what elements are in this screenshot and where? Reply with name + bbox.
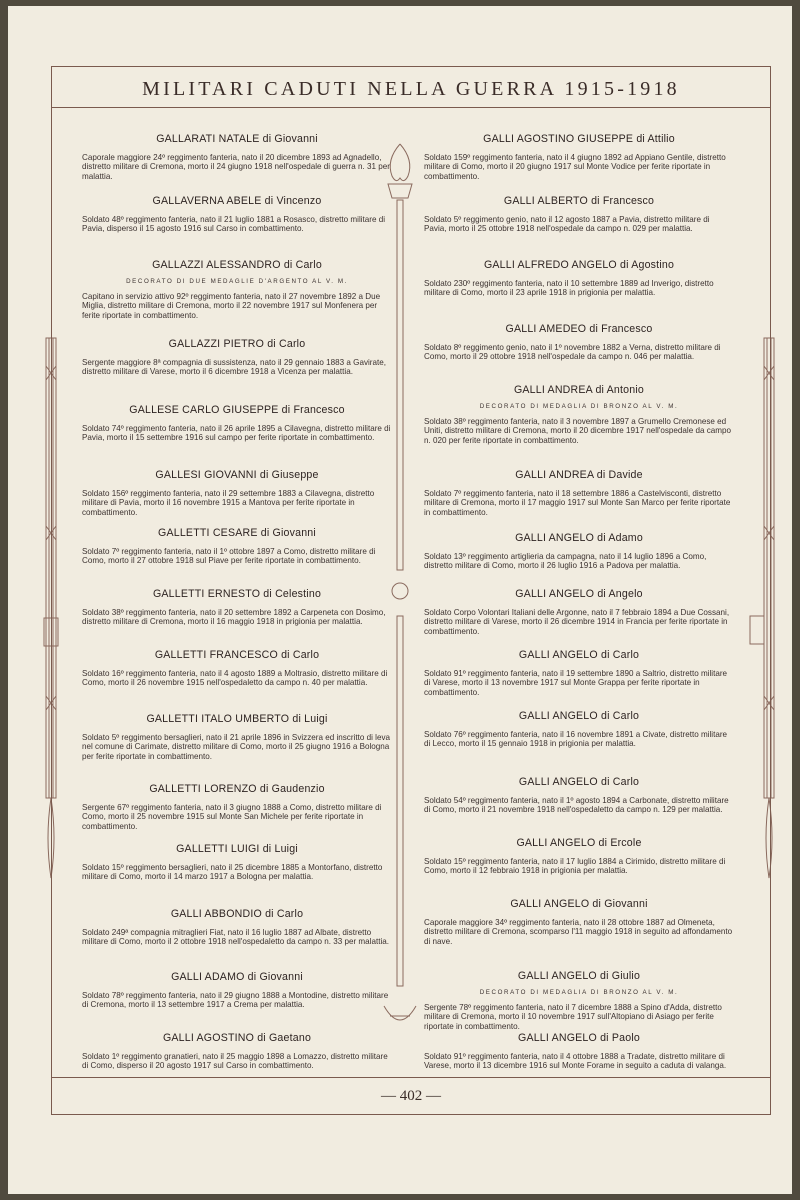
entry-description: Soldato 230º reggimento fanteria, nato il 10 settembre 1889 ad Inverigo, distretto militare di Como, morto il 23 aprile 1918 in prigionia per malattia. — [424, 279, 714, 298]
entry — [82, 133, 392, 181]
entry — [424, 384, 734, 445]
entry-description: Soldato 91º reggimento fanteria, nato il 19 settembre 1890 a Saltrio, distretto militare di Varese, morto il 13 novembre 1917 sul Monte Grappa per ferite riportate in combattimento. — [424, 669, 728, 697]
entry — [82, 713, 392, 761]
entry-description: Sergente maggiore 8ª compagnia di sussistenza, nato il 29 gennaio 1883 a Gavirate, distretto militare di Varese, morto il 6 dicembre 1918 a Vicenza per malattia. — [82, 358, 387, 377]
entry-name: GALLETTI CESARE di Giovanni — [158, 527, 316, 539]
entry-description: Soldato Corpo Volontari Italiani delle Argonne, nato il 7 febbraio 1894 a Due Cossani, distretto militare di Varese, morto il 26 dicembre 1914 in Francia per ferite riportate in combattimento. — [424, 608, 730, 636]
entry — [82, 588, 392, 627]
entry — [424, 710, 734, 749]
entry-name: GALLI ANGELO di Carlo — [518, 710, 640, 722]
entry — [424, 323, 734, 362]
entry-description: Soldato 76º reggimento fanteria, nato il 16 novembre 1891 a Civate, distretto militare di Lecco, morto il 15 gennaio 1918 in prigionia per malattia. — [424, 730, 728, 749]
entry — [424, 532, 734, 571]
entry-name: GALLI ANGELO di Angelo — [515, 588, 643, 600]
entry-description: Soldato 249ª compagnia mitraglieri Fiat, nato il 16 luglio 1887 ad Albate, distretto militare di Como, morto il 2 ottobre 1918 nell'ospedaletto da campo n. 33 per malattia. — [82, 928, 390, 947]
entry-description: Caporale maggiore 24º reggimento fanteria, nato il 20 dicembre 1893 ad Agnadello, distretto militare di Cremona, morto il 24 giugno 1918 nell'ospedale di guerra n. 31 per malattia. — [82, 153, 390, 181]
entry-name: GALLI AGOSTINO di Gaetano — [162, 1032, 312, 1044]
entry — [82, 195, 392, 234]
entry — [82, 404, 392, 443]
entry — [424, 970, 734, 1031]
entry-name: GALLI ANGELO di Carlo — [518, 649, 640, 661]
entry-name: GALLAZZI PIETRO di Carlo — [168, 338, 306, 350]
entry — [82, 971, 392, 1010]
entry-description: Sergente 78º reggimento fanteria, nato il 7 dicembre 1888 a Spino d'Adda, distretto militare di Cremona, morto il 10 novembre 1917 sull'Altopiano di Asiago per ferite riportate in combattimento. — [424, 1003, 722, 1031]
entry-name: GALLAVERNA ABELE di Vincenzo — [152, 195, 322, 207]
entry-description: Soldato 15º reggimento fanteria, nato il 17 luglio 1884 a Cirimido, distretto militare di Como, morto il 12 febbraio 1918 in prigionia per malattia. — [424, 857, 726, 876]
entry-description: Soldato 54º reggimento fanteria, nato il 1º agosto 1894 a Carbonate, distretto militare di Como, morto il 21 novembre 1918 nell'ospedaletto da campo n. 129 per malattia. — [424, 796, 729, 815]
entry — [82, 259, 392, 320]
entry-description: Soldato 5º reggimento bersaglieri, nato il 21 aprile 1896 in Svizzera ed inscritto di leva nel comune di Carimate, distretto militare di Como, morto il 25 giugno 1916 a Bologna per ferite riportate in combattimento. — [82, 733, 390, 761]
entry-description: Soldato 91º reggimento fanteria, nato il 4 ottobre 1888 a Tradate, distretto militare di Varese, morto il 13 dicembre 1916 sul Monte Forame in seguito a caduta di valanga. — [424, 1052, 727, 1071]
entry — [424, 837, 734, 876]
entry-description: Soldato 16º reggimento fanteria, nato il 4 agosto 1889 a Moltrasio, distretto militare di Como, morto il 26 novembre 1915 nell'ospedaletto da campo n. 40 per malattia. — [82, 669, 388, 688]
entry-description: Soldato 1º reggimento granatieri, nato il 25 maggio 1898 a Lomazzo, distretto militare di Como, disperso il 20 agosto 1917 sul Carso in combattimento. — [82, 1052, 388, 1071]
entry-name: GALLI ANGELO di Adamo — [515, 532, 643, 544]
entry-name: GALLESI GIOVANNI di Giuseppe — [155, 469, 319, 481]
entry-name: GALLETTI FRANCESCO di Carlo — [154, 649, 320, 661]
entry-name: GALLESE CARLO GIUSEPPE di Francesco — [129, 404, 345, 416]
entry-name: GALLETTI ITALO UMBERTO di Luigi — [146, 713, 328, 725]
entry-name: GALLI AMEDEO di Francesco — [505, 323, 653, 335]
page-number: — 402 — — [52, 1077, 770, 1114]
entry-name: GALLI ANGELO di Paolo — [518, 1032, 640, 1044]
page-title: MILITARI CADUTI NELLA GUERRA 1915-1918 — [52, 67, 770, 108]
entry-description: Soldato 156º reggimento fanteria, nato il 29 settembre 1883 a Cilavegna, distretto militare di Pavia, morto il 16 novembre 1915 a Mantova per ferite riportate in combattimento. — [82, 489, 375, 517]
entry-name: GALLI ANGELO di Ercole — [516, 837, 642, 849]
entry — [424, 133, 734, 181]
entry-name: GALLAZZI ALESSANDRO di Carlo — [152, 259, 322, 271]
entry-description: Soldato 15º reggimento bersaglieri, nato il 25 dicembre 1885 a Montorfano, distretto militare di Como, morto il 14 marzo 1917 a Bologna per malattia. — [82, 863, 383, 882]
entry — [424, 649, 734, 697]
entry-name: GALLETTI LORENZO di Gaudenzio — [149, 783, 325, 795]
entry — [424, 776, 734, 815]
entry — [82, 338, 392, 377]
entry — [82, 527, 392, 566]
entry — [424, 469, 734, 517]
entry-decoration: DECORATO DI DUE MEDAGLIE D'ARGENTO AL V. M. — [126, 278, 348, 285]
page-frame — [51, 66, 771, 1115]
entry — [82, 843, 392, 882]
entry — [82, 649, 392, 688]
entry — [424, 259, 734, 298]
entry-description: Soldato 48º reggimento fanteria, nato il 21 luglio 1881 a Rosasco, distretto militare di Pavia, disperso il 15 agosto 1916 sul Carso in combattimento. — [82, 215, 386, 234]
entry — [82, 783, 392, 831]
entry-description: Soldato 38º reggimento fanteria, nato il 3 novembre 1897 a Grumello Cremonese ed Uniti, distretto militare di Cremona, morto il 20 dicembre 1917 nell'ospedale da campo n. 020 per ferite riportate in combattimento. — [424, 417, 732, 445]
entry — [424, 1032, 734, 1071]
entry-name: GALLI ABBONDIO di Carlo — [170, 908, 304, 920]
entry — [82, 469, 392, 517]
entry-name: GALLI ANDREA di Antonio — [513, 384, 645, 396]
entry-name: GALLI ANGELO di Giulio — [517, 970, 641, 982]
entry-description: Soldato 7º reggimento fanteria, nato il 1º ottobre 1897 a Como, distretto militare di Como, morto il 27 ottobre 1918 sul Piave per ferite riportate in combattimento. — [82, 547, 376, 566]
entry — [424, 588, 734, 636]
entry-name: GALLI AGOSTINO GIUSEPPE di Attilio — [483, 133, 675, 145]
entry-description: Soldato 38º reggimento fanteria, nato il 20 settembre 1892 a Carpeneta con Dosimo, distretto militare di Cremona, morto il 16 maggio 1918 in prigionia per malattia. — [82, 608, 386, 627]
entry-description: Caporale maggiore 34º reggimento fanteria, nato il 28 ottobre 1887 ad Olmeneta, distretto militare di Cremona, scomparso l'11 maggio 1918 in seguito ad affondamento di nave. — [424, 918, 733, 946]
entry-description: Soldato 74º reggimento fanteria, nato il 26 aprile 1895 a Cilavegna, distretto militare di Pavia, morto il 15 settembre 1916 sul campo per ferite riportate in combattimento. — [82, 424, 391, 443]
entry-name: GALLI ALBERTO di Francesco — [503, 195, 655, 207]
entry-description: Capitano in servizio attivo 92º reggimento fanteria, nato il 27 novembre 1892 a Due Miglia, distretto militare di Cremona, morto il 22 novembre 1917 sul Monfenera per ferite riportate in combattimento. — [82, 292, 381, 320]
entry — [82, 1032, 392, 1071]
page — [8, 6, 792, 1194]
entry-name: GALLI ANGELO di Carlo — [518, 776, 640, 788]
entry-description: Soldato 159º reggimento fanteria, nato il 4 giugno 1892 ad Appiano Gentile, distretto militare di Como, morto il 20 giugno 1917 sul Monte Vodice per ferite riportate in combattimento. — [424, 153, 726, 181]
entry-description: Soldato 8º reggimento genio, nato il 1º novembre 1882 a Verna, distretto militare di Como, morto il 29 ottobre 1918 nell'ospedale da campo n. 046 per malattia. — [424, 343, 721, 362]
entry-description: Soldato 5º reggimento genio, nato il 12 agosto 1887 a Pavia, distretto militare di Pavia, morto il 25 ottobre 1918 nell'ospedale da campo n. 029 per malattia. — [424, 215, 710, 234]
entry-decoration: DECORATO DI MEDAGLIA DI BRONZO AL V. M. — [479, 989, 679, 996]
entry-name: GALLETTI ERNESTO di Celestino — [152, 588, 322, 600]
entry-name: GALLETTI LUIGI di Luigi — [176, 843, 298, 855]
entry-description: Soldato 13º reggimento artiglieria da campagna, nato il 14 luglio 1896 a Como, distretto militare di Como, morto il 26 luglio 1916 a Padova per malattia. — [424, 552, 707, 571]
entry-description: Soldato 78º reggimento fanteria, nato il 29 giugno 1888 a Montodine, distretto militare di Cremona, morto il 13 settembre 1917 a Crema per malattia. — [82, 991, 389, 1010]
entry-name: GALLI ANGELO di Giovanni — [510, 898, 648, 910]
entry-description: Sergente 67º reggimento fanteria, nato il 3 giugno 1888 a Como, distretto militare di Como, morto il 25 novembre 1915 sul Monte San Michele per ferite riportate in combattimento. — [82, 803, 382, 831]
entry-description: Soldato 7º reggimento fanteria, nato il 18 settembre 1886 a Castelvisconti, distretto militare di Cremona, morto il 17 maggio 1917 sul Monte San Marco per ferite riportate in combattimento. — [424, 489, 731, 517]
entry-name: GALLI ADAMO di Giovanni — [171, 971, 303, 983]
entry-name: GALLI ANDREA di Davide — [515, 469, 643, 481]
entry-name: GALLARATI NATALE di Giovanni — [156, 133, 318, 145]
entry — [82, 908, 392, 947]
entry-name: GALLI ALFREDO ANGELO di Agostino — [483, 259, 675, 271]
entry — [424, 195, 734, 234]
entry-decoration: DECORATO DI MEDAGLIA DI BRONZO AL V. M. — [479, 403, 679, 410]
entry — [424, 898, 734, 946]
